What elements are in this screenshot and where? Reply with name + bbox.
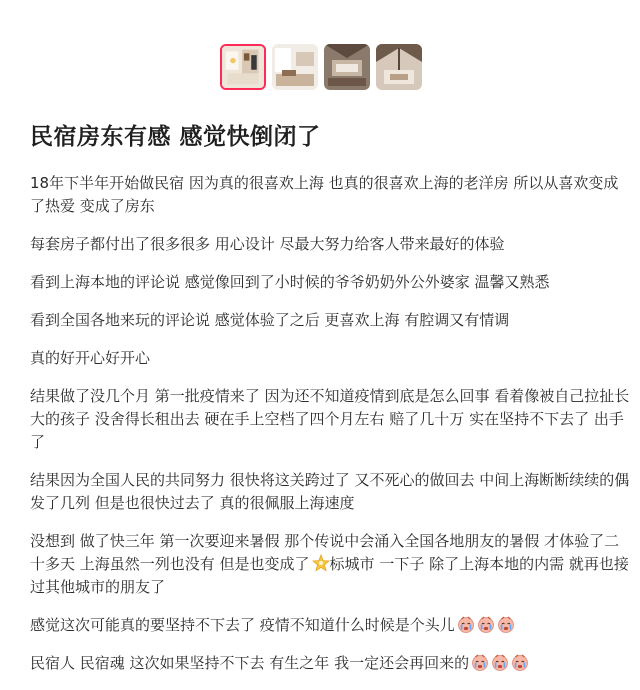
paragraph-3: 看到上海本地的评论说 感觉像回到了小时候的爷爷奶奶外公外婆家 温馨又熟悉	[30, 273, 550, 291]
room-photo-2-icon	[272, 44, 318, 90]
paragraph-1: 18年下半年开始做民宿 因为真的很喜欢上海 也真的很喜欢上海的老洋房 所以从喜欢变成了热爱 变成了房东	[30, 174, 619, 215]
image-thumbnail-4[interactable]	[376, 44, 422, 90]
paragraph-2: 每套房子都付出了很多很多 用心设计 尽最大努力给客人带来最好的体验	[30, 235, 505, 253]
paragraph-4: 看到全国各地来玩的评论说 感觉体验了之后 更喜欢上海 有腔调又有情调	[30, 311, 510, 329]
paragraph-9-text: 感觉这次可能真的要坚持不下去了 疫情不知道什么时候是个头儿	[30, 616, 455, 634]
crying-emoji-group	[469, 654, 529, 672]
paragraph-9	[30, 614, 630, 637]
paragraph-10	[30, 652, 630, 675]
post-body	[30, 172, 630, 690]
post-title: 民宿房东有感 感觉快倒闭了	[30, 124, 321, 150]
paragraph-5: 真的好开心好开心	[30, 349, 151, 367]
star-icon	[312, 554, 330, 572]
crying-emoji-group	[455, 616, 515, 634]
room-photo-3-icon	[324, 44, 370, 90]
image-thumbnail-3[interactable]	[324, 44, 370, 90]
crying-face-icon	[471, 653, 489, 671]
image-thumbnail-1[interactable]	[220, 44, 266, 90]
paragraph-8-text-a: 没想到 做了快三年 第一次要迎来暑假 那个传说中会涌入全国各地朋友的暑假 才体验了二十多天 上海虽然一列也没有 但是也变成了	[30, 532, 620, 573]
crying-face-icon	[497, 615, 515, 633]
paragraph-7: 结果因为全国人民的共同努力 很快将这关跨过了 又不死心的做回去 中间上海断断续续的偶发了几列 但是也很快过去了 真的很佩服上海速度	[30, 471, 630, 512]
image-thumbnail-2[interactable]	[272, 44, 318, 90]
room-photo-4-icon	[376, 44, 422, 90]
paragraph-8	[30, 530, 630, 599]
room-photo-1-icon	[222, 46, 264, 88]
paragraph-6: 结果做了没几个月 第一批疫情来了 因为还不知道疫情到底是怎么回事 看着像被自己拉扯长大的孩子 没舍得长租出去 硬在手上空档了四个月左右 赔了几十万 实在坚持不下去了 出手了	[30, 387, 630, 451]
crying-face-icon	[477, 615, 495, 633]
crying-face-icon	[457, 615, 475, 633]
paragraph-8-text-b: 标城市 一下子 除了上海本地的内需 就再也接过其他城市的朋友了	[30, 555, 629, 596]
image-carousel-thumbnails	[220, 44, 422, 90]
crying-face-icon	[491, 653, 509, 671]
crying-face-icon	[511, 653, 529, 671]
paragraph-10-text: 民宿人 民宿魂 这次如果坚持不下去 有生之年 我一定还会再回来的	[30, 654, 470, 672]
